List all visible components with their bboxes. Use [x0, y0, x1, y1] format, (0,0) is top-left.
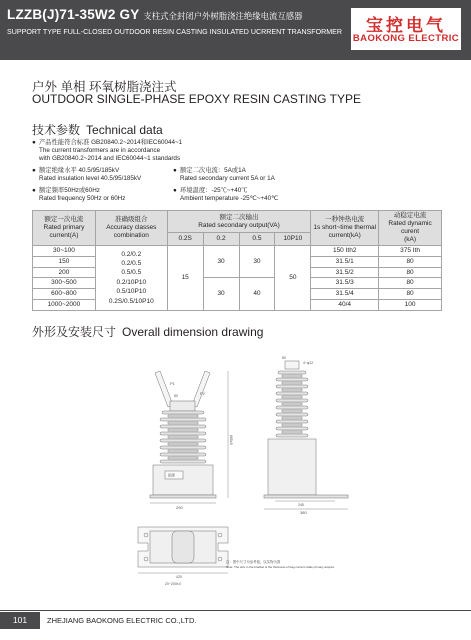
tech-data-heading-en: Technical data [86, 123, 163, 137]
cell-dynamic: 375 Ith [379, 246, 442, 257]
spec-line: The current transformers are in accordance [39, 147, 161, 154]
dim-side-top: 80 [282, 356, 286, 360]
dim-hole-spec: 4~φ12 [303, 361, 314, 365]
cell-dynamic: 80 [379, 278, 442, 289]
brand-logo [351, 8, 461, 50]
cell-primary: 300~500 [33, 278, 96, 289]
page-number: 101 [0, 612, 40, 629]
footer-divider [0, 610, 471, 611]
table-row [33, 278, 442, 289]
cell-output-0-5: 40 [239, 278, 275, 310]
table-row [33, 246, 442, 257]
header-primary-current: 额定一次电流 Rated primary current(A) [33, 211, 96, 246]
cell-dynamic: 80 [379, 267, 442, 278]
header-dynamic-current: 动稳定电流 Rated dynamic curent (kA) [379, 211, 442, 246]
spec-line: Rated insulation level 40.5/95/185kV [39, 175, 142, 182]
dimension-heading-en: Overall dimension drawing [122, 325, 264, 339]
brand-name-cn: 宝控电气 [366, 16, 446, 35]
side-view [264, 356, 348, 515]
bullet-icon: ● [173, 187, 177, 194]
model-subtitle: SUPPORT TYPE FULL-CLOSED OUTDOOR RESIN CASTING INSULATED UCRRENT TRANSFORMER [7, 28, 343, 36]
brand-name-en: BAOKONG ELECTRIC [352, 33, 460, 44]
dimension-heading [32, 323, 263, 340]
cell-thermal: 31.5/3 [311, 278, 379, 289]
dimension-heading-cn: 外形及安装尺寸 [32, 325, 117, 339]
spec-line: 额定二次电流：5A或1A [180, 167, 246, 174]
cell-primary: 200 [33, 267, 96, 278]
header-output-0-5: 0.5 [239, 233, 275, 246]
dim-base-width: 290 [176, 505, 183, 510]
model-code: LZZB(J)71-35W2 GY [7, 7, 140, 22]
cell-output-0-2: 30 [203, 246, 239, 278]
spec-line: Rated secondary current 5A or 1A [180, 175, 275, 182]
note-cn: 注：图中尺寸为参考值，以实物为准 [226, 560, 281, 564]
dimension-drawing [110, 355, 360, 587]
spec-line: 环境温度：-25℃~+40℃ [180, 187, 248, 194]
nameplate-label: 铭牌 [168, 473, 175, 478]
cell-output-0-2s: 15 [167, 246, 203, 311]
dim-height: 665±5 [229, 435, 233, 445]
cell-accuracy-list: 0.2/0.2 0.2/0.5 0.5/0.5 0.2/10P10 0.5/10P10 0.2S/0.5/10P10 [95, 246, 167, 311]
footer-company: ZHEJIANG BAOKONG ELECTRIC CO.,LTD. [47, 616, 197, 625]
dim-terminal-width: 80 [174, 394, 178, 398]
plan-view [138, 527, 228, 586]
primary-terminals [155, 371, 210, 411]
tech-data-heading [32, 121, 163, 138]
header-secondary-output: 额定二次输出 Rated secondary output(VA) [167, 211, 311, 233]
spec-line: 产品性能符合标准 GB20840.2~2014和IEC60044~1 [39, 139, 183, 146]
dim-side-small: 245 [298, 503, 304, 507]
cell-thermal: 31.5/2 [311, 267, 379, 278]
bullet-icon: ● [32, 167, 36, 174]
label-p1: P1 [170, 381, 175, 386]
header-thermal-current: 一秒钟热电流 1s short~time thermal current(kA) [311, 211, 379, 246]
cell-dynamic: 100 [379, 299, 442, 310]
cell-output-0-2: 30 [203, 278, 239, 310]
dim-plan-small: 20~200±4 [165, 582, 181, 586]
spec-line: 额定绝缘水平 40.5/95/185kV [39, 167, 120, 174]
header-output-0-2: 0.2 [203, 233, 239, 246]
product-type-en: OUTDOOR SINGLE-PHASE EPOXY RESIN CASTING TYPE [32, 92, 361, 106]
spec-line: 额定频率50Hz或60Hz [39, 187, 100, 194]
cell-dynamic: 80 [379, 256, 442, 267]
bullet-icon: ● [32, 187, 36, 194]
bullet-icon: ● [173, 167, 177, 174]
cell-primary: 1000~2000 [33, 299, 96, 310]
product-type-cn: 户外 单相 环氧树脂浇注式 [32, 80, 177, 94]
header-output-0-2s: 0.2S [167, 233, 203, 246]
header-output-10p10: 10P10 [275, 233, 311, 246]
cell-dynamic: 80 [379, 289, 442, 300]
spec-line: Ambient temperature -25℃~+40℃ [180, 195, 279, 202]
bullet-icon: ● [32, 139, 36, 146]
cell-thermal: 31.5/4 [311, 289, 379, 300]
dim-side-width: 380 [300, 510, 307, 515]
ratings-table [32, 210, 442, 311]
model-title [7, 7, 303, 22]
height-dimension [228, 371, 233, 498]
cell-thermal: 31.5/1 [311, 256, 379, 267]
header-band [0, 0, 471, 60]
spec-line: with GB20840.2~2014 and IEC60044~1 standards [39, 155, 181, 162]
note-en: Note: The size in the bracket is the thickness of bag current cable primary acquire [226, 565, 335, 569]
cell-output-10p10: 50 [275, 246, 311, 311]
cell-thermal: 40/4 [311, 299, 379, 310]
model-description-cn: 支柱式全封闭户外树脂浇注绝缘电流互感器 [143, 11, 303, 21]
label-p2: P2 [200, 391, 205, 396]
header-accuracy: 准确级组合 Accuracy classes combination [95, 211, 167, 246]
dim-plan-width: 420 [176, 575, 182, 579]
tech-data-heading-cn: 技术参数 [32, 123, 81, 137]
cell-primary: 30~100 [33, 246, 96, 257]
spec-line: Rated frequency 50Hz or 60Hz [39, 195, 126, 202]
ct-body [150, 465, 216, 510]
insulator-sheds [160, 411, 206, 463]
cell-primary: 150 [33, 256, 96, 267]
cell-output-0-5: 30 [239, 246, 275, 278]
cell-thermal: 150 Ith2 [311, 246, 379, 257]
cell-primary: 600~800 [33, 289, 96, 300]
